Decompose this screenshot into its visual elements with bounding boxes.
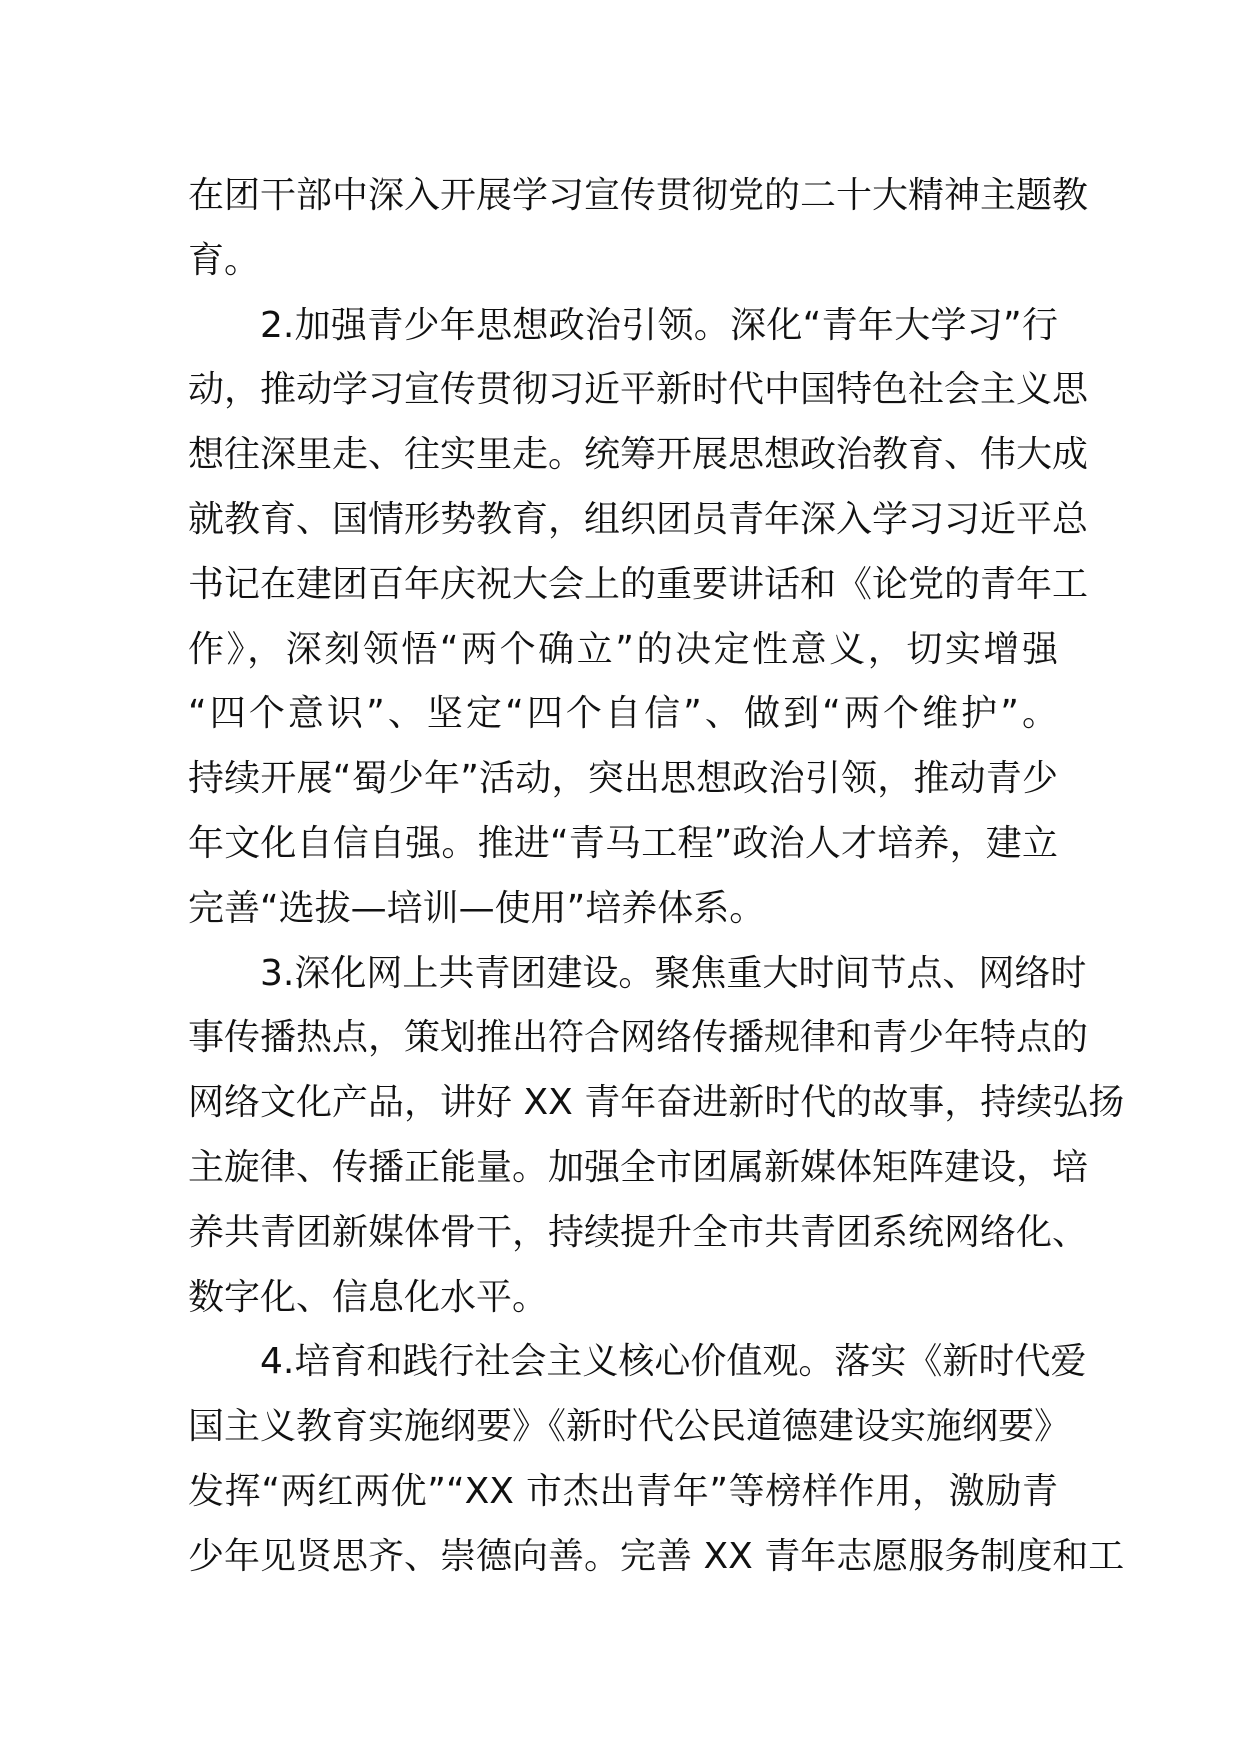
text-line: “四个意识”、坚定“四个自信”、做到“两个维护”。 — [188, 693, 1058, 735]
text-line: 育。 — [188, 239, 261, 281]
text-line: 4.培育和践行社会主义核心价值观。落实《新时代爱 — [260, 1341, 1087, 1383]
document-body — [188, 164, 1125, 1590]
text-line: 网络文化产品，讲好 XX 青年奋进新时代的故事，持续弘扬 — [188, 1082, 1125, 1124]
text-line: 在团干部中深入开展学习宣传贯彻党的二十大精神主题教 — [188, 175, 1089, 216]
text-line: 年文化自信自强。推进“青马工程”政治人才培养，建立 — [188, 822, 1058, 864]
text-line: 就教育、国情形势教育，组织团员青年深入学习习近平总 — [188, 498, 1089, 540]
text-line: 3.深化网上共青团建设。聚焦重大时间节点、网络时 — [260, 952, 1087, 994]
text-line: 事传播热点，策划推出符合网络传播规律和青少年特点的 — [188, 1017, 1089, 1059]
text-line: 养共青团新媒体骨干，持续提升全市共青团系统网络化、 — [188, 1211, 1089, 1253]
text-line: 动，推动学习宣传贯彻习近平新时代中国特色社会主义思 — [188, 369, 1089, 411]
text-line: 书记在建团百年庆祝大会上的重要讲话和《论党的青年工 — [188, 563, 1089, 605]
text-line: 发挥“两红两优”“XX 市杰出青年”等榜样作用，激励青 — [188, 1470, 1058, 1512]
text-line: 数字化、信息化水平。 — [188, 1276, 549, 1318]
text-line: 完善“选拔—培训—使用”培养体系。 — [188, 887, 766, 929]
text-line: 少年见贤思齐、崇德向善。完善 XX 青年志愿服务制度和工 — [188, 1535, 1125, 1577]
text-line: 2.加强青少年思想政治引领。深化“青年大学习”行 — [260, 304, 1058, 346]
text-line: 持续开展“蜀少年”活动，突出思想政治引领，推动青少 — [188, 758, 1058, 800]
text-line: 国主义教育实施纲要》《新时代公民道德建设实施纲要》 — [188, 1406, 1071, 1448]
text-line: 主旋律、传播正能量。加强全市团属新媒体矩阵建设，培 — [188, 1146, 1089, 1188]
text-line: 想往深里走、往实里走。统筹开展思想政治教育、伟大成 — [188, 434, 1089, 476]
text-line: 作》，深刻领悟“两个确立”的决定性意义，切实增强 — [188, 628, 1058, 670]
